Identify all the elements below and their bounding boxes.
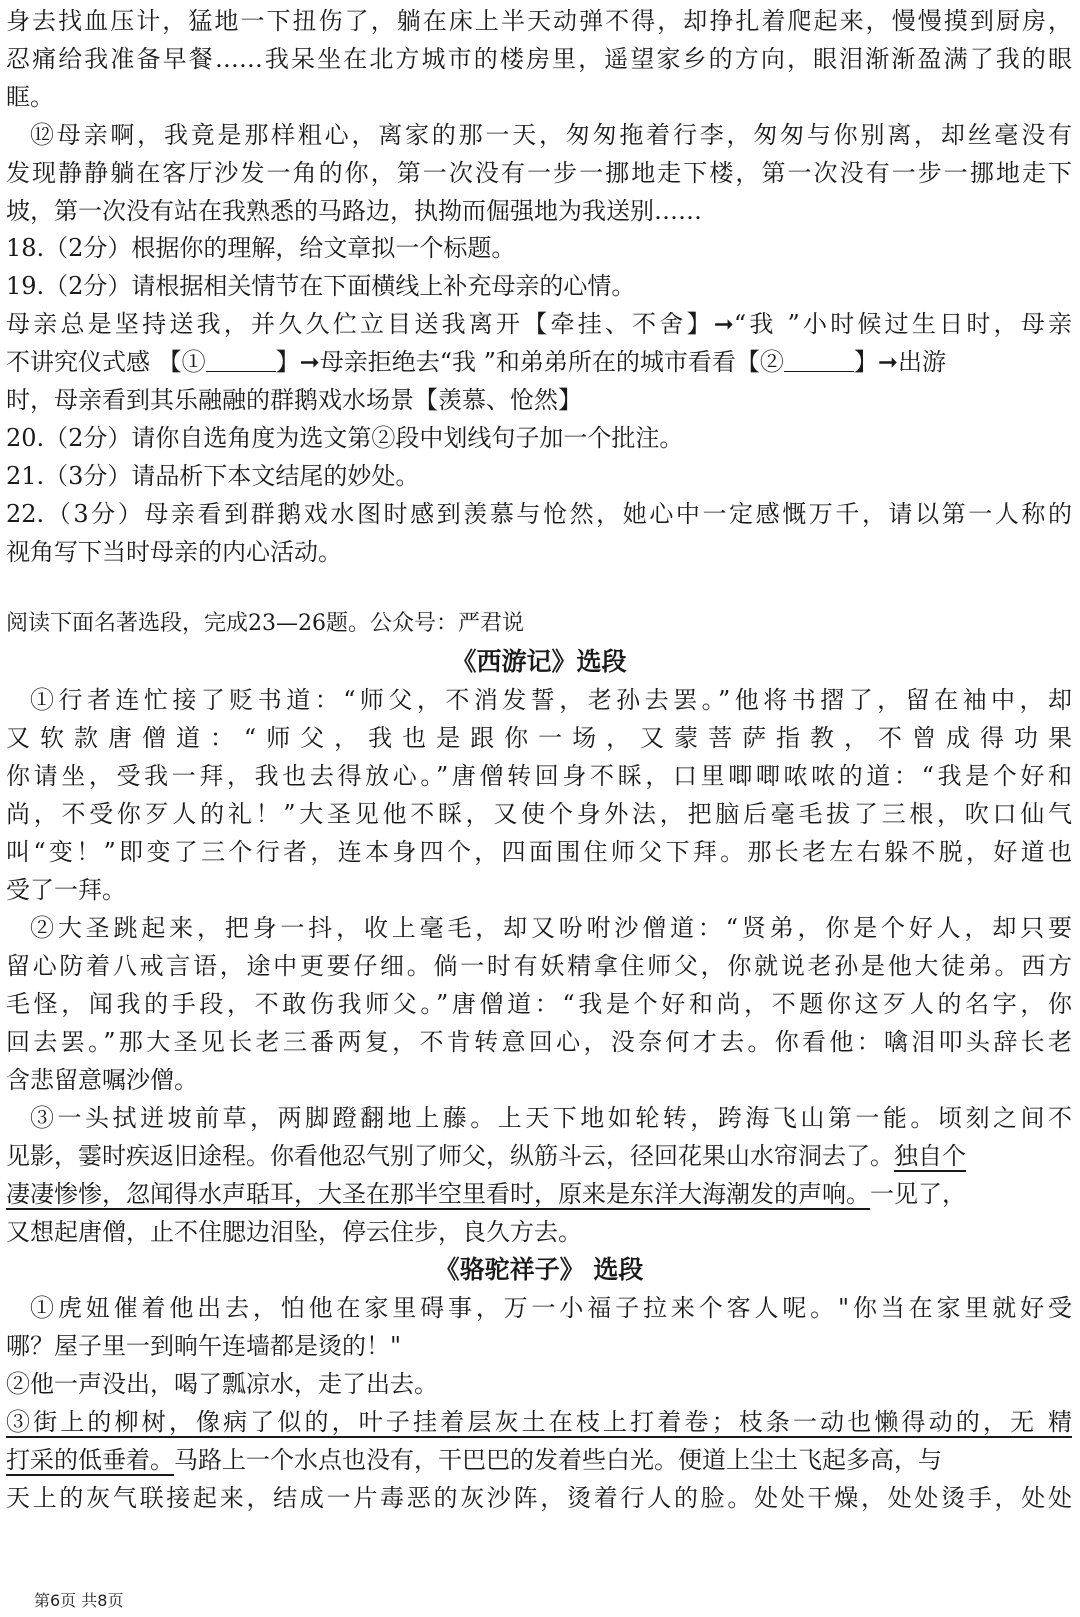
- fill-text: 】➞母亲拒绝去“我 ”和弟弟所在的城市看看【②: [275, 348, 784, 376]
- question-22: 22.（3分）母亲看到群鹅戏水图时感到羡慕与怆然，她心中一定感慨万千，请以第一人称的: [6, 500, 1072, 528]
- passage-line: 眶。: [6, 83, 54, 111]
- p3-text: 马路上一个水点也没有，干巴巴的发着些白光。便道上尘土飞起多高，与: [174, 1446, 942, 1474]
- xiyouji-p1-line: 尚，不受你歹人的礼！”大圣见他不睬，又使个身外法，把脑后毫毛拔了三根，吹口仙气: [6, 800, 1072, 828]
- underlined-sentence: 凄凄惨惨，忽闻得水声聒耳，大圣在那半空里看时，原来是东洋大海潮发的声响。: [6, 1180, 870, 1208]
- question-21: 21.（3分）请品析下本文结尾的妙处。: [6, 462, 420, 490]
- luotuo-p3-line: 天上的灰气联接起来，结成一片毒恶的灰沙阵，烫着行人的脸。处处干燥，处处烫手，处处: [6, 1484, 1072, 1512]
- section-intro: 阅读下面名著选段，完成23—26题。公众号：严君说: [6, 611, 524, 636]
- underlined-sentence: 独自个: [894, 1142, 966, 1170]
- luotuo-p1-line: ①虎妞催着他出去，怕他在家里碍事，万一小福子拉来个客人呢。"你当在家里就好受: [30, 1294, 1072, 1322]
- xiyouji-p1-line: 又软款唐僧道：“师父，我也是跟你一场，又蒙菩萨指教，不曾成得功果: [6, 724, 1072, 752]
- paragraph-12-line: ⑫母亲啊，我竟是那样粗心，离家的那一天，匆匆拖着行李，匆匆与你别离，却丝毫没有: [30, 121, 1072, 149]
- luotuo-title: 《骆驼祥子》 选段: [434, 1255, 644, 1284]
- luotuo-p3-line: [6, 1441, 1072, 1479]
- question-19: 19.（2分）请根据相关情节在下面横线上补充母亲的心情。: [6, 272, 636, 300]
- passage-line: 身去找血压计，猛地一下扭伤了，躺在床上半天动弹不得，却挣扎着爬起来，慢慢摸到厨房，: [6, 7, 1072, 35]
- xiyouji-p3-line: [6, 1137, 1072, 1175]
- xiyouji-title: 《西游记》选段: [451, 647, 627, 676]
- xiyouji-p2-line: 毛怪，闻我的手段，不敢伤我师父。”唐僧道：“我是个好和尚，不题你这歹人的名字，你: [6, 990, 1072, 1018]
- page-number: 第6页 共8页: [34, 1591, 124, 1610]
- p3-text: 一见了，: [870, 1180, 966, 1208]
- xiyouji-p3-line: [6, 1175, 1072, 1213]
- xiyouji-p3-line: ③一头拭迸坡前草，两脚蹬翻地上藤。上天下地如轮转，跨海飞山第一能。顷刻之间不: [30, 1104, 1072, 1132]
- xiyouji-p2-line: 留心防着八戒言语，途中更要仔细。倘一时有妖精拿住师父，你就说老孙是他大徒弟。西方: [6, 952, 1072, 980]
- luotuo-p3-line: ③街上的柳树，像病了似的，叶子挂着层灰土在枝上打着卷；枝条一动也懒得动的，无 精: [6, 1408, 1072, 1436]
- xiyouji-p1-line: 叫“变！”即变了三个行者，连本身四个，四面围住师父下拜。那长老左右躲不脱，好道也: [6, 838, 1072, 866]
- question-19-fill-line: [6, 343, 1072, 381]
- question-22: 视角写下当时母亲的内心活动。: [6, 538, 342, 566]
- paragraph-12-line: 坡，第一次没有站在我熟悉的马路边，执拗而倔强地为我送别……: [6, 197, 702, 225]
- question-18: 18.（2分）根据你的理解，给文章拟一个标题。: [6, 234, 516, 262]
- xiyouji-p1-line: 你请坐，受我一拜，我也去得放心。”唐僧转回身不睬，口里唧唧哝哝的道：“我是个好和: [6, 762, 1072, 790]
- answer-blank-2[interactable]: [784, 347, 854, 372]
- p3-text: 见影，霎时疾返旧途程。你看他忍气别了师父，纵筋斗云，径回花果山水帘洞去了。: [6, 1142, 894, 1170]
- paragraph-12-line: 发现静静躺在客厅沙发一角的你，第一次没有一步一挪地走下楼，第一次没有一步一挪地走下: [6, 159, 1072, 187]
- luotuo-p1-line: 哪？屋子里一到晌午连墙都是烫的！": [6, 1332, 402, 1360]
- question-19-fill-line: 时，母亲看到其乐融融的群鹅戏水场景【羡慕、怆然】: [6, 386, 582, 414]
- xiyouji-p2-line: 含悲留意嘱沙僧。: [6, 1066, 198, 1094]
- xiyouji-p3-line: 又想起唐僧，止不住腮边泪坠，停云住步，良久方去。: [6, 1218, 582, 1246]
- fill-text: 】➞出游: [853, 348, 947, 376]
- answer-blank-1[interactable]: [206, 347, 276, 372]
- luotuo-p2-line: ②他一声没出，喝了瓢凉水，走了出去。: [6, 1370, 438, 1398]
- fill-text: 不讲究仪式感 【①: [6, 348, 206, 376]
- xiyouji-p1-line: ①行者连忙接了贬书道：“师父，不消发誓，老孙去罢。”他将书摺了，留在袖中，却: [30, 686, 1072, 714]
- xiyouji-p1-line: 受了一拜。: [6, 876, 126, 904]
- xiyouji-p2-line: ②大圣跳起来，把身一抖，收上毫毛，却又吩咐沙僧道：“贤弟，你是个好人，却只要: [30, 914, 1072, 942]
- xiyouji-p2-line: 回去罢。”那大圣见长老三番两复，不肯转意回心，没奈何才去。你看他：噙泪叩头辞长老: [6, 1028, 1072, 1056]
- underlined-sentence: 打采的低垂着。: [6, 1446, 174, 1474]
- question-20: 20.（2分）请你自选角度为选文第②段中划线句子加一个批注。: [6, 424, 684, 452]
- question-19-fill-line: 母亲总是坚持送我，并久久伫立目送我离开【牵挂、不舍】➞“我 ”小时候过生日时，母亲: [6, 310, 1072, 338]
- passage-line: 忍痛给我准备早餐……我呆坐在北方城市的楼房里，遥望家乡的方向，眼泪渐渐盈满了我的眼: [6, 45, 1072, 73]
